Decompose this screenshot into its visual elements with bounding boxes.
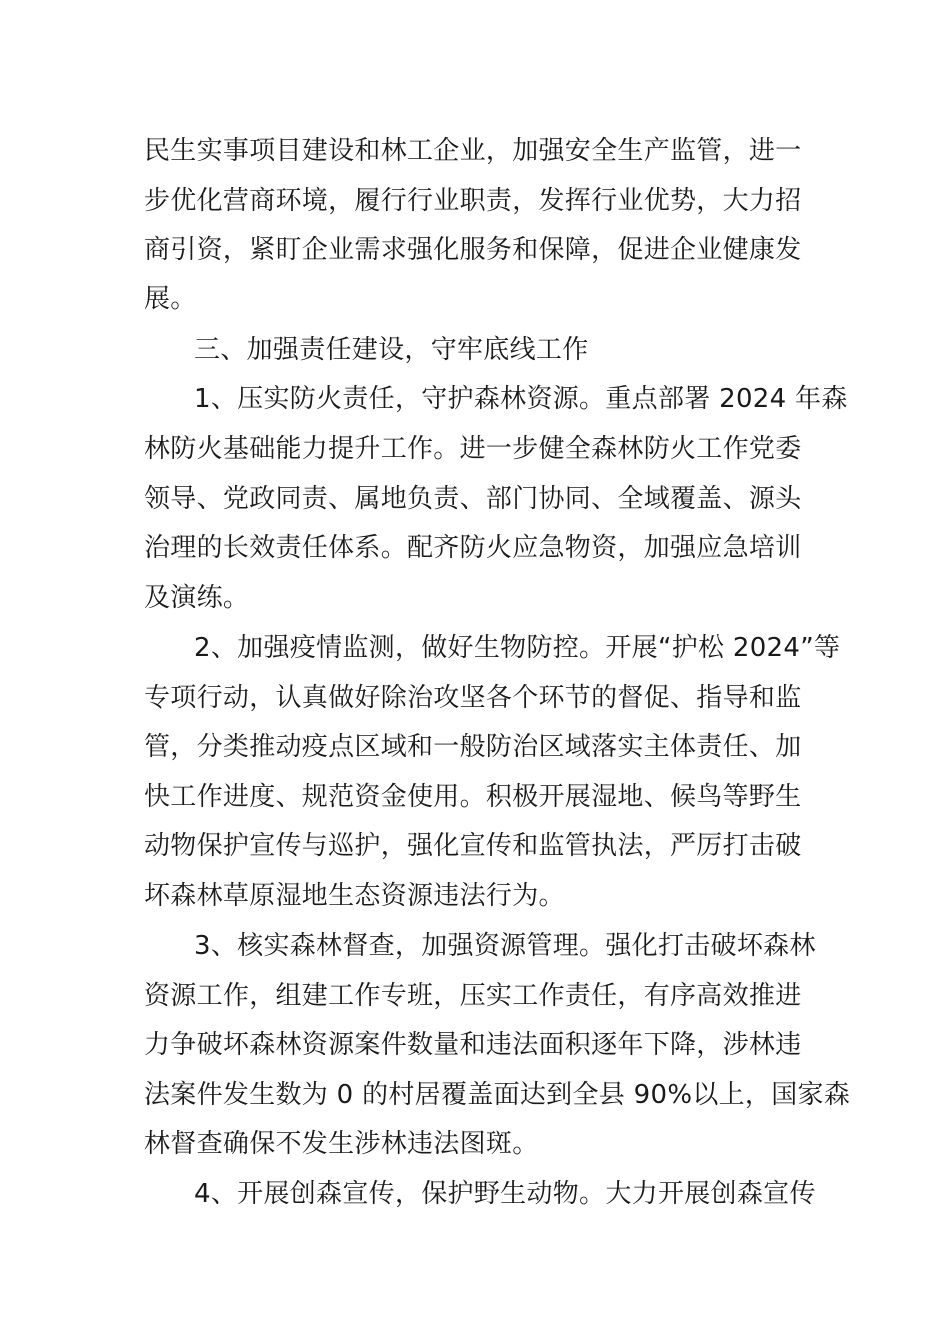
paragraph-3-line-3: 力争破坏森林资源案件数量和违法面积逐年下降，涉林违 — [144, 1030, 802, 1060]
paragraph-3-line-5: 林督查确保不发生涉林违法图斑。 — [144, 1129, 539, 1159]
paragraph-1-line-3: 领导、党政同责、属地负责、部门协同、全域覆盖、源头 — [144, 484, 802, 514]
paragraph-3-line-1: 3、核实森林督查，加强资源管理。强化打击破坏森林 — [194, 931, 816, 961]
paragraph-4-line-1: 4、开展创森宣传，保护野生动物。大力开展创森宣传 — [194, 1179, 816, 1209]
text-line-2: 步优化营商环境，履行行业职责，发挥行业优势，大力招 — [144, 186, 802, 216]
text-line-4: 展。 — [144, 284, 197, 314]
paragraph-2-line-2: 专项行动，认真做好除治攻坚各个环节的督促、指导和监 — [144, 683, 802, 713]
paragraph-2-line-6: 坏森林草原湿地生态资源违法行为。 — [144, 881, 565, 911]
paragraph-2-line-5: 动物保护宣传与巡护，强化宣传和监管执法，严厉打击破 — [144, 831, 802, 861]
text-line-3: 商引资，紧盯企业需求强化服务和保障，促进企业健康发 — [144, 235, 802, 265]
paragraph-1-line-2: 林防火基础能力提升工作。进一步健全森林防火工作党委 — [144, 434, 802, 464]
paragraph-2-line-3: 管，分类推动疫点区域和一般防治区域落实主体责任、加 — [144, 732, 802, 762]
paragraph-1-line-1: 1、压实防火责任，守护森林资源。重点部署 2024 年森 — [194, 384, 848, 414]
paragraph-1-line-4: 治理的长效责任体系。配齐防火应急物资，加强应急培训 — [144, 533, 802, 563]
paragraph-2-line-1: 2、加强疫情监测，做好生物防控。开展“护松 2024”等 — [194, 633, 841, 663]
paragraph-1-line-5: 及演练。 — [144, 583, 250, 613]
paragraph-2-line-4: 快工作进度、规范资金使用。积极开展湿地、候鸟等野生 — [144, 782, 802, 812]
paragraph-3-line-4: 法案件发生数为 0 的村居覆盖面达到全县 90%以上，国家森 — [144, 1080, 851, 1110]
text-line-1: 民生实事项目建设和林工企业，加强安全生产监管，进一 — [144, 136, 802, 166]
paragraph-3-line-2: 资源工作，组建工作专班，压实工作责任，有序高效推进 — [144, 981, 802, 1011]
section-heading: 三、加强责任建设，守牢底线工作 — [194, 335, 589, 365]
